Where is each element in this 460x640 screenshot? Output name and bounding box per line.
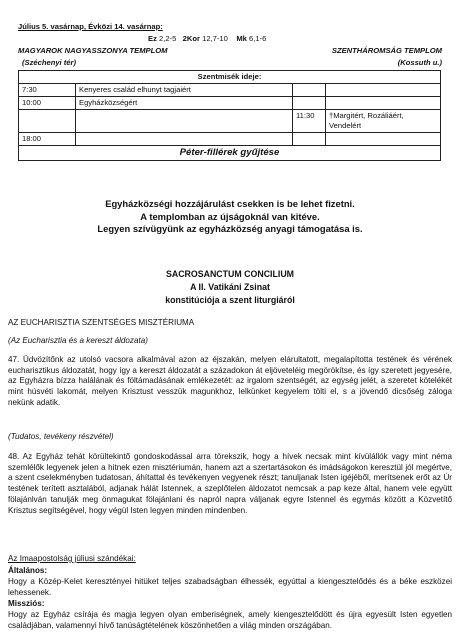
table-row: [19, 84, 441, 97]
concilium-subtitle2: konstitúciója a szent liturgiáról: [165, 295, 295, 305]
section-subheading-2: (Tudatos, tevékeny részvétel): [8, 432, 114, 441]
mass-time: [293, 84, 326, 97]
prayer-general-label: Általános:: [8, 566, 48, 575]
donation-notice: [0, 198, 460, 236]
table-row: [19, 133, 441, 146]
paragraph-48: 48. Az Egyház tehát körültekintő gondoskodással arra törekszik, hogy a hívek necsak mint kívülállók vagy mint néma szemlélők legyenek jelen a hitnek ezen misztériumán, hanem azt a szertartásokon és imádságokon keresztül jól megértve, a szent cselekményben tudatosan, áhítattal és tevékenyen vegyenek részt; tanuljanak Isten igéjéből, merítsenek erőt az Úr testének terített asztalából, adjanak hálát Istennek, a szeplőtelen áldozatot nemcsak a pap keze által, hanem vele együtt fölajánlván tanulják meg önmagukat fölajánlani és napról napra váljanak egyre Istennel és egymás között a Közvetítő Krisztus segítségével, hogy végül Isten legyen minden mindenben.: [8, 452, 452, 515]
church-right-address: (Kossuth u.): [397, 58, 442, 67]
table-title: Szentmisék ideje:: [19, 71, 441, 84]
table-row: [19, 71, 441, 84]
mass-intention: [76, 133, 293, 146]
church-left: MAGYAROK NAGYASSZONYA TEMPLOM: [18, 46, 168, 55]
notice-line: Egyházközségi hozzájárulást csekken is be lehet fizetni.: [105, 198, 355, 209]
section-heading: AZ EUCHARISZTIA SZENTSÉGES MISZTÉRIUMA: [8, 318, 195, 327]
concilium-title-block: [0, 268, 460, 307]
mass-time: [293, 97, 326, 110]
concilium-subtitle: A II. Vatikáni Zsinat: [190, 282, 270, 292]
mass-time: 7:30: [19, 84, 76, 97]
readings: [148, 34, 348, 44]
table-row: [19, 97, 441, 110]
section-subheading: (Az Eucharisztia és a kereszt áldozata): [8, 336, 148, 345]
table-row: [19, 146, 441, 161]
mass-intention: [326, 84, 441, 97]
mass-schedule-table: [18, 70, 441, 161]
mass-time: 10:00: [19, 97, 76, 110]
reading-book: Ez: [148, 34, 157, 43]
date-line: Július 5. vasárnap, Évközi 14. vasárnap:: [18, 22, 163, 31]
prayer-heading: Az Imaapostolság júliusi szándékai:: [8, 554, 136, 563]
mass-intention: Kenyeres család elhunyt tagjaiért: [76, 84, 293, 97]
notice-line: Legyen szívügyünk az egyházközség anyagi támogatása is.: [97, 223, 363, 234]
reading-book: Mk: [236, 34, 247, 43]
mass-time: 11:30: [293, 110, 326, 133]
church-right: SZENTHÁROMSÁG TEMPLOM: [331, 46, 442, 55]
mass-time: 18:00: [19, 133, 76, 146]
paragraph-47: 47. Üdvözítőnk az utolsó vacsora alkalmával azon az éjszakán, melyen elárultatott, megalapította testének és vérének eucharisztikus áldozatát, hogy így a kereszt áldozatát a századokon át eljöveteléig megörökítse, és így szeretett jegyesére, az Egyházra bízza halálának és föltámadásának emlékezetét: az irgalom szentségét, az egység jelét, a szeretet kötelékét mint húsvéti lakomát, melyen Krisztust vesszük magunkhoz, lelkünket kegyelem tölti el, s a jövendő dicsőség záloga nekünk adatik.: [8, 355, 452, 407]
mass-time: [293, 133, 326, 146]
prayer-mission-text: Hogy az Egyház csírája és magja legyen olyan emberiségnek, amely kiengesztelődött és újra egyesült Isten egyetlen családjában, valamennyi hívő tanúságtételének köszönhetően a világ minden országában.: [8, 610, 452, 630]
prayer-mission-label: Missziós:: [8, 599, 45, 608]
mass-intention: [326, 133, 441, 146]
concilium-title: SACROSANCTUM CONCILIUM: [165, 269, 295, 279]
reading-ref: 6,1-6: [249, 34, 267, 43]
mass-intention: [326, 97, 441, 110]
church-left-address: (Széchenyi tér): [22, 58, 77, 67]
reading-book: 2Kor: [182, 34, 200, 43]
prayer-general-text: Hogy a Közép-Kelet keresztényei hitüket teljes szabadságban élhessék, egyúttal a kiengesztelődés és a béke eszközei lehessenek.: [8, 577, 452, 597]
reading-ref: 2,2-5: [159, 34, 177, 43]
mass-intention: †Margitért, Rozáliáért, Vendelért: [326, 110, 441, 133]
mass-time: [19, 110, 76, 133]
notice-line: A templomban az újságoknál van kitéve.: [140, 210, 320, 222]
collection-note: Péter-fillérek gyűjtése: [19, 146, 441, 161]
mass-intention: Egyházközségért: [76, 97, 293, 110]
reading-ref: 12,7-10: [202, 34, 228, 43]
mass-intention: [76, 110, 293, 133]
table-row: [19, 110, 441, 133]
